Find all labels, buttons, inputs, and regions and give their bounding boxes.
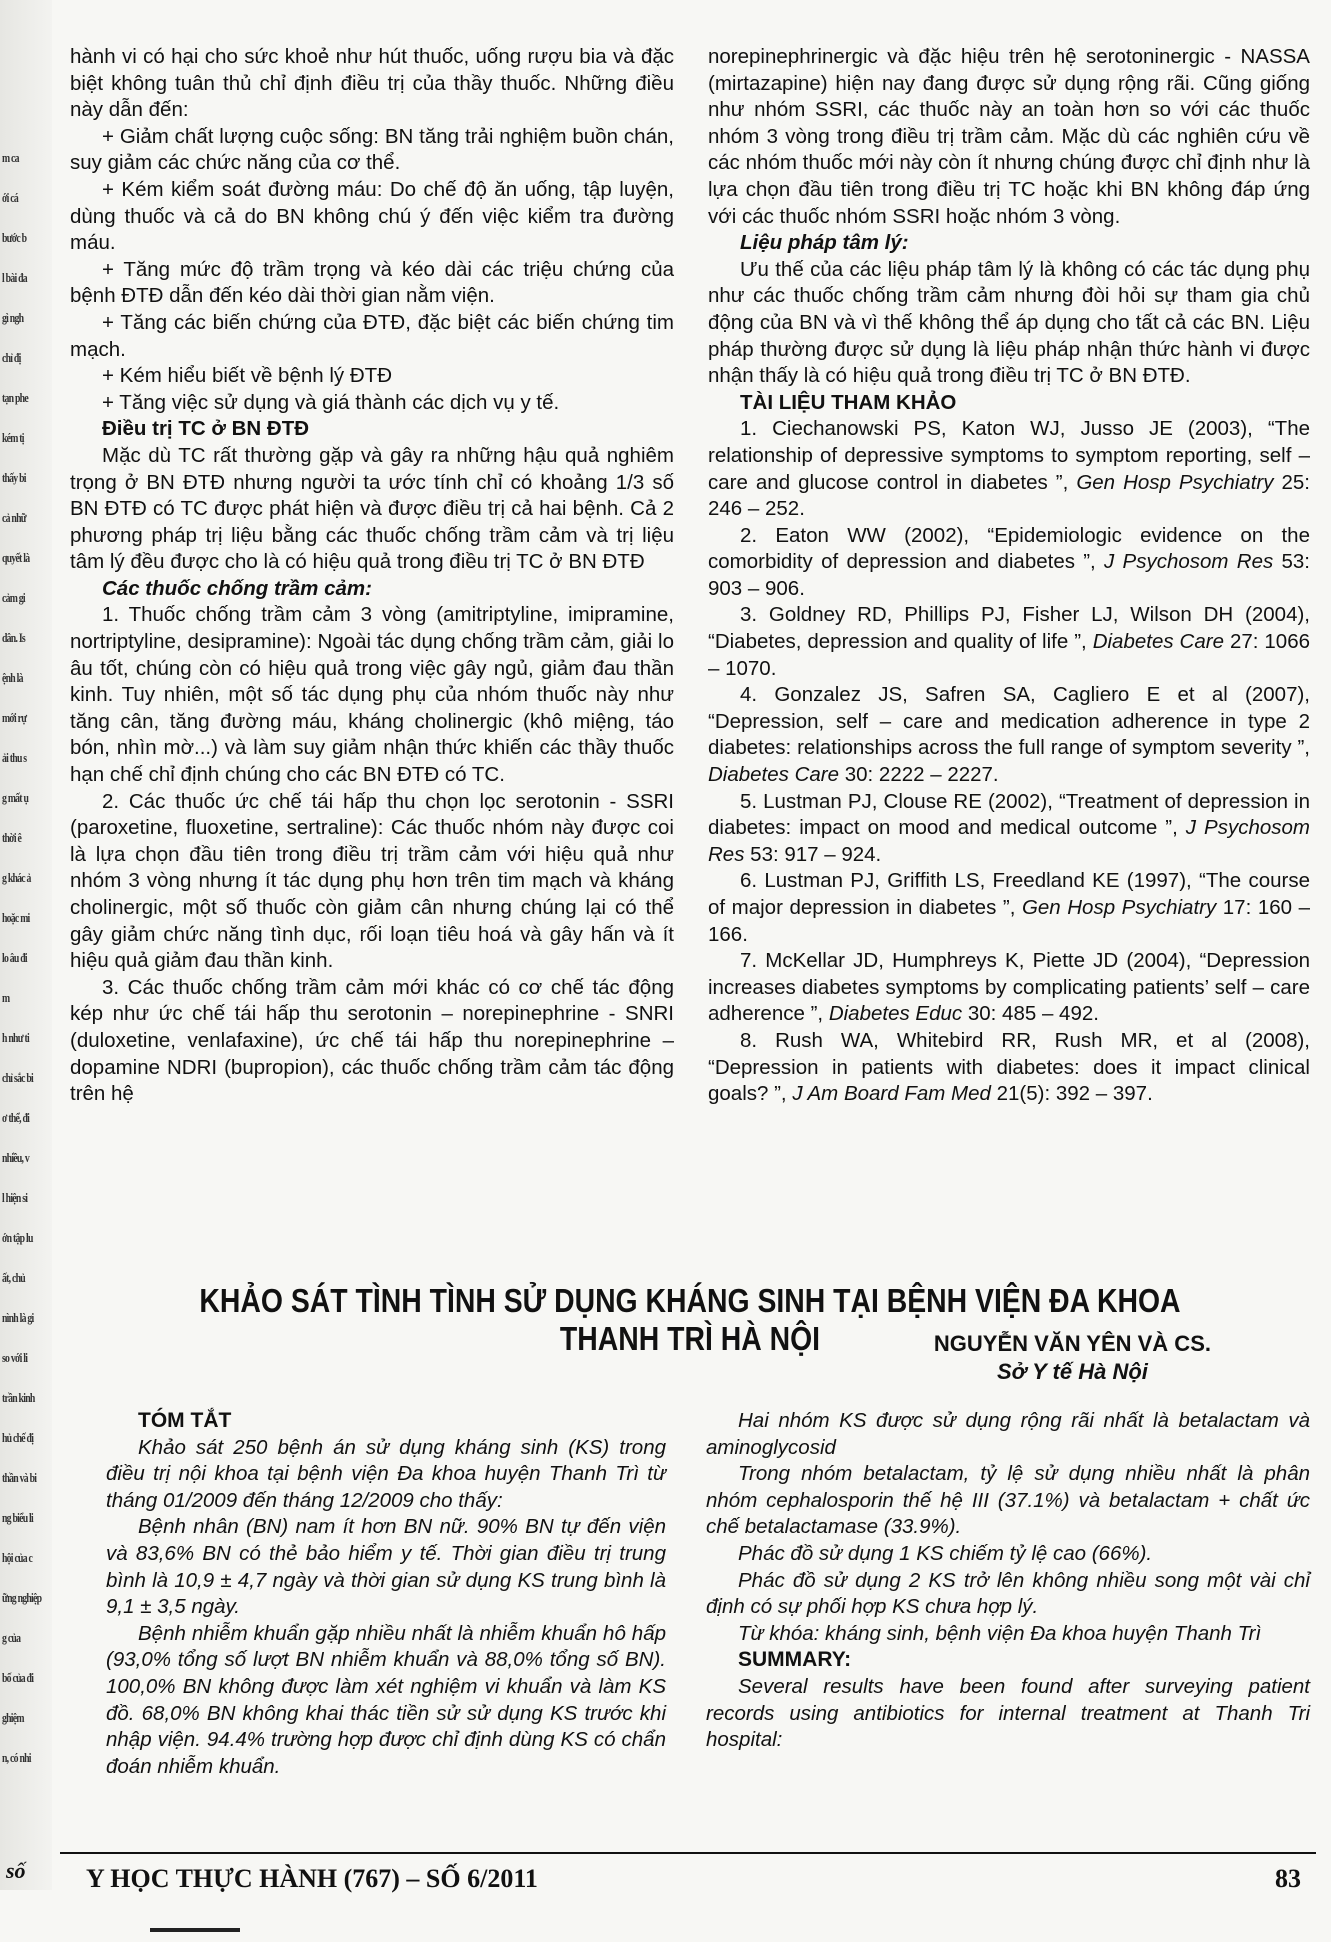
reference-volume: 27: 1066 – 1070. [708, 630, 1310, 680]
reference-journal: J Psychosom Res [1104, 550, 1274, 574]
abstract-vietnamese-right [706, 1408, 1310, 1754]
body-paragraph: + Giảm chất lượng cuộc sống: BN tăng trải nghiệm buồn chán, suy giảm các chức năng của cơ thể. [70, 124, 674, 175]
gutter-text-fragment: tạn phe [2, 390, 28, 405]
reference-text: 6. Lustman PJ, Griffith LS, Freedland KE (1997), “The course of major depression in diabetes ”, [708, 869, 1310, 919]
body-paragraph: + Tăng các biến chứng của ĐTĐ, đặc biệt các biến chứng tim mạch. [70, 310, 674, 361]
reference-item [708, 789, 1310, 869]
gutter-text-fragment: chỉ sắc bi [2, 1070, 33, 1085]
reference-journal: J Psychosom Res [708, 816, 1310, 866]
gutter-text-fragment: thấy bi [2, 470, 26, 485]
gutter-text-fragment: thời ê [2, 830, 22, 845]
gutter-text-fragment: h như ti [2, 1030, 29, 1045]
gutter-text-fragment: thần và bi [2, 1470, 37, 1485]
gutter-text-fragment: l hiện si [2, 1190, 28, 1205]
reference-volume: 30: 2222 – 2227. [839, 763, 999, 787]
gutter-text-fragment: ớn tập lu [2, 1230, 33, 1245]
abstract-heading: TÓM TẮT [138, 1409, 232, 1432]
abstract-paragraph: Bệnh nhiễm khuẩn gặp nhiều nhất là nhiễm khuẩn hô hấp (93,0% tổng số lượt BN nhiễm khuẩn và 88,0% tổng số BN). 100,0% BN không được làm xét nghiệm vi khuẩn và làm KS đồ. 68,0% BN không khai thác tiền sử sử dụng KS trước khi nhập viện. 94.4% trường hợp được chỉ định dùng KS có chẩn đoán nhiễm khuẩn. [106, 1621, 666, 1778]
reference-volume: 30: 485 – 492. [962, 1002, 1099, 1026]
summary-heading: SUMMARY: [738, 1648, 852, 1672]
body-paragraph: 3. Các thuốc chống trầm cảm mới khác có cơ chế tác động kép như ức chế tái hấp thu serotonin – norepinephrine - SNRI (duloxetine, venlafaxine), ức chế tái hấp thu norepinephrine – dopamine NDRI (bupropion), các thuốc chống trầm cảm tác động trên hệ [70, 975, 674, 1106]
gutter-text-fragment: so với li [2, 1350, 28, 1365]
reference-volume: 53: 917 – 924. [744, 842, 882, 866]
article-title: KHẢO SÁT TÌNH TÌNH SỬ DỤNG KHÁNG SINH TẠI BỆNH VIỆN ĐA KHOA THANH TRÌ HÀ NỘI [199, 1282, 1181, 1357]
abstract-vietnamese-left [106, 1408, 666, 1780]
right-text-column [708, 44, 1310, 1108]
gutter-text-fragment: ghiệm [2, 1710, 24, 1725]
gutter-text-fragment: hội của c [2, 1550, 33, 1565]
reference-text: 8. Rush WA, Whitebird RR, Rush MR, et al (2008), “Depression in patients with diabetes: does it impact clinical goals? ”, [708, 1028, 1310, 1106]
gutter-text-fragment: ng biểu li [2, 1510, 33, 1525]
gutter-text-fragment: ải thu s [2, 750, 27, 765]
gutter-text-fragment: hoặc mi [2, 910, 30, 925]
gutter-text-fragment: nình là gi [2, 1310, 34, 1325]
reference-journal: J Am Board Fam Med [792, 1082, 991, 1106]
gutter-text-fragment: g mất ụ [2, 790, 29, 805]
journal-footer-title: Y HỌC THỰC HÀNH (767) – SỐ 6/2011 [86, 1864, 538, 1893]
reference-item [708, 948, 1310, 1028]
gutter-text-fragment: l bài đa [2, 270, 27, 285]
body-paragraph: 2. Các thuốc ức chế tái hấp thu chọn lọc serotonin - SSRI (paroxetine, fluoxetine, sertraline): Các thuốc nhóm này được coi là lựa chọn đầu tiên trong điều trị trầm cảm với hiệu quả như nhóm 3 vòng nhưng ít tác dụng phụ hơn trên tim mạch và kháng cholinergic, một số thuốc còn giảm cân nhưng chúng lại có thể gây giảm chức năng tình dục, rối loạn tiêu hoá và gây hấn và ít hiệu quả giảm đau thần kinh. [70, 789, 674, 973]
gutter-text-fragment: m [2, 990, 10, 1005]
abstract-paragraph: Khảo sát 250 bệnh án sử dụng kháng sinh (KS) trong điều trị nội khoa tại bệnh viện Đa khoa huyện Thanh Trì từ tháng 01/2009 đến tháng 12/2009 cho thấy: [106, 1435, 666, 1512]
page-number: 83 [1275, 1864, 1301, 1893]
gutter-text-fragment: dân. Is [2, 630, 25, 645]
gutter-text-fragment: m ca [2, 150, 19, 165]
reference-text: 5. Lustman PJ, Clouse RE (2002), “Treatment of depression in diabetes: impact on mood and medical outcome ”, [708, 789, 1310, 840]
gutter-text-fragment: quyết là [2, 550, 30, 565]
reference-journal: Gen Hosp Psychiatry [1021, 896, 1217, 919]
reference-text: 3. Goldney RD, Phillips PJ, Fisher LJ, Wilson DH (2004), “Diabetes, depression and quality of life ”, [708, 603, 1310, 654]
abstract-right-paragraphs [706, 1408, 1310, 1647]
author-affiliation: Sở Y tế Hà Nội [996, 1359, 1148, 1384]
gutter-text-fragment: trần kinh [2, 1390, 35, 1405]
footer-rule [60, 1852, 1316, 1854]
gutter-text-fragment: ới cá [2, 190, 19, 205]
reference-item [708, 416, 1310, 522]
author-name: NGUYỄN VĂN YÊN VÀ CS. [933, 1331, 1211, 1356]
abstract-paragraph: Bệnh nhân (BN) nam ít hơn BN nữ. 90% BN tự đến viện và 83,6% BN có thẻ bảo hiểm y tế. Thời gian điều trị trung bình là 10,9 ± 4,7 ngày và thời gian sử dụng KS trung bình là 9,1 ± 3,5 ngày. [106, 1515, 666, 1619]
reference-item [708, 602, 1310, 682]
section-heading: Liệu pháp tâm lý: [740, 231, 909, 255]
references-heading: TÀI LIỆU THAM KHẢO [740, 390, 957, 414]
abstract-paragraph: Phác đồ sử dụng 1 KS chiếm tỷ lệ cao (66%). [738, 1541, 1153, 1565]
gutter-text-fragment: kém tị [2, 430, 24, 445]
gutter-text-fragment: bước b [2, 230, 27, 245]
summary-text: Several results have been found after surveying patient records using antibiotics for internal treatment at Thanh Tri hospital: [706, 1674, 1310, 1752]
body-paragraph: Mặc dù TC rất thường gặp và gây ra những hậu quả nghiêm trọng ở BN ĐTĐ nhưng người ta ước tính chỉ có khoảng 1/3 số BN ĐTĐ có TC được phát hiện và được điều trị cả hai bệnh. Cả 2 phương pháp trị liệu bằng các thuốc chống trầm cảm và trị liệu tâm lý đều được cho là có hiệu quả trong điều trị TC ở BN ĐTĐ [70, 443, 674, 574]
body-paragraph: + Tăng việc sử dụng và giá thành các dịch vụ y tế. [102, 390, 560, 414]
gutter-text-fragment: g của [2, 1630, 21, 1645]
abstract-paragraph: Trong nhóm betalactam, tỷ lệ sử dụng nhiều nhất là phân nhóm cephalosporin thế hệ III (37.1%) và betalactam + chất ức chế betalactamase (33.9%). [706, 1462, 1310, 1539]
reference-text: 7. McKellar JD, Humphreys K, Piette JD (2004), “Depression increases diabetes symptoms by complicating patients’ self – care adherence ”, [708, 949, 1310, 1026]
author-block [934, 1330, 1211, 1386]
body-paragraph: + Kém hiểu biết về bệnh lý ĐTĐ [102, 364, 392, 388]
reference-text: 4. Gonzalez JS, Safren SA, Cagliero E et al (2007), “Depression, self – care and medication adherence in type 2 diabetes: relationships across the full range of symptom severity ”, [708, 683, 1310, 760]
gutter-text-fragment: ơ thể, đi [2, 1110, 30, 1125]
gutter-text-fragment: g khác ả [2, 870, 31, 885]
body-paragraph: Điều trị TC ở BN ĐTĐ [102, 417, 310, 441]
reference-item [708, 682, 1310, 788]
reference-item [708, 868, 1310, 948]
gutter-text-fragment: lo âu đi [2, 950, 27, 965]
body-paragraph: + Kém kiểm soát đường máu: Do chế độ ăn uống, tập luyện, dùng thuốc và cả do BN không chú ý đến việc kiểm tra đường máu. [70, 177, 674, 255]
abstract-paragraph: Hai nhóm KS được sử dụng rộng rãi nhất là betalactam và aminoglycosid [706, 1409, 1310, 1459]
gutter-text-fragment: chỉ đị [2, 350, 21, 365]
gutter-text-fragment: ệnh là [2, 670, 23, 685]
gutter-text-fragment: bố của đi [2, 1670, 34, 1685]
body-paragraph: 1. Thuốc chống trầm cảm 3 vòng (amitriptyline, imipramine, nortriptyline, desipramine): Ngoài tác dụng chống trầm cảm, giải lo âu tốt, chúng còn có hiệu quả trong việc gây ngủ, giảm đau thần kinh. Tuy nhiên, một số tác dụng phụ của nhóm thuốc này như tăng cân, tăng đường máu, kháng cholinergic (khô miệng, táo bón, nhìn mờ...) và làm suy giảm nhận thức khiến các thầy thuốc hạn chế chỉ định chúng cho các BN ĐTĐ có TC. [70, 603, 674, 787]
abstract-paragraph: Từ khóa: kháng sinh, bệnh viện Đa khoa huyện Thanh Trì [738, 1621, 1262, 1645]
gutter-text-fragment: hủ chế đị [2, 1430, 34, 1445]
reference-volume: 21(5): 392 – 397. [990, 1082, 1153, 1106]
gutter-text-fragment: cảm gi [2, 590, 25, 605]
gutter-text-fragment: nhiều, v [2, 1150, 30, 1165]
left-gutter-fragments [0, 0, 52, 1890]
body-paragraph: hành vi có hại cho sức khoẻ như hút thuốc, uống rượu bia và đặc biệt không tuân thủ chỉ định điều trị của thầy thuốc. Những điều này dẫn đến: [70, 45, 674, 122]
gutter-text-fragment: n, có nhi [2, 1750, 31, 1765]
reference-text: 1. Ciechanowski PS, Katon WJ, Jusso JE (2003), “The relationship of depressive symptoms to symptom reporting, self – care and glucose control in diabetes ”, [708, 417, 1310, 494]
journal-logo: số [6, 1858, 26, 1883]
reference-volume: 25: 246 – 252. [708, 470, 1310, 521]
reference-volume: 53: 903 – 906. [708, 550, 1310, 600]
reference-journal: Diabetes Care [1092, 630, 1224, 654]
body-paragraph: Ưu thế của các liệu pháp tâm lý là không có các tác dụng phụ như các thuốc chống trầm cảm nhưng đòi hỏi sự tham gia chủ động của BN và vì thế không thể áp dụng cho tất cả các BN. Liệu pháp thường được sử dụng là liệu pháp nhận thức hành vi được nhận thấy là có hiệu quả trong điều trị TC ở BN ĐTĐ. [708, 257, 1310, 388]
body-paragraph: Các thuốc chống trầm cảm: [102, 576, 372, 600]
bottom-scan-mark [150, 1928, 240, 1932]
gutter-text-fragment: mới rự [2, 710, 27, 725]
abstract-left-paragraphs [106, 1435, 666, 1781]
abstract-paragraph: Phác đồ sử dụng 2 KS trở lên không nhiều song một vài chỉ định có sự phối hợp KS chưa hợp lý. [706, 1568, 1310, 1619]
gutter-text-fragment: gì ngh [2, 310, 24, 325]
reference-journal: Diabetes Care [708, 763, 840, 787]
body-paragraph: + Tăng mức độ trầm trọng và kéo dài các triệu chứng của bệnh ĐTĐ dẫn đến kéo dài thời gian nằm viện. [70, 257, 674, 308]
body-paragraph: norepinephrinergic và đặc hiệu trên hệ serotoninergic - NASSA (mirtazapine) hiện nay đang được sử dụng rộng rãi. Cũng giống như nhóm SSRI, các thuốc này an toàn hơn so với các thuốc nhóm 3 vòng trong điều trị trầm cảm. Mặc dù các nghiên cứu về các nhóm thuốc mới này còn ít nhưng chúng được chỉ định như là lựa chọn đầu tiên trong điều trị TC hoặc khi BN không đáp ứng với các thuốc nhóm SSRI hoặc nhóm 3 vòng. [708, 45, 1310, 228]
reference-item [708, 523, 1310, 603]
reference-volume: 17: 160 – 166. [708, 896, 1310, 946]
gutter-text-fragment: cả nhữ [2, 510, 26, 525]
gutter-text-fragment: ất, chủ [2, 1270, 25, 1285]
reference-journal: Gen Hosp Psychiatry [1076, 470, 1274, 494]
reference-item [708, 1028, 1310, 1108]
gutter-text-fragment: ững nghiệp [2, 1590, 42, 1605]
left-text-column [70, 44, 674, 1108]
reference-journal: Diabetes Educ [828, 1002, 963, 1026]
reference-text: 2. Eaton WW (2002), “Epidemiologic evidence on the comorbidity of depression and diabetes ”, [708, 523, 1310, 574]
